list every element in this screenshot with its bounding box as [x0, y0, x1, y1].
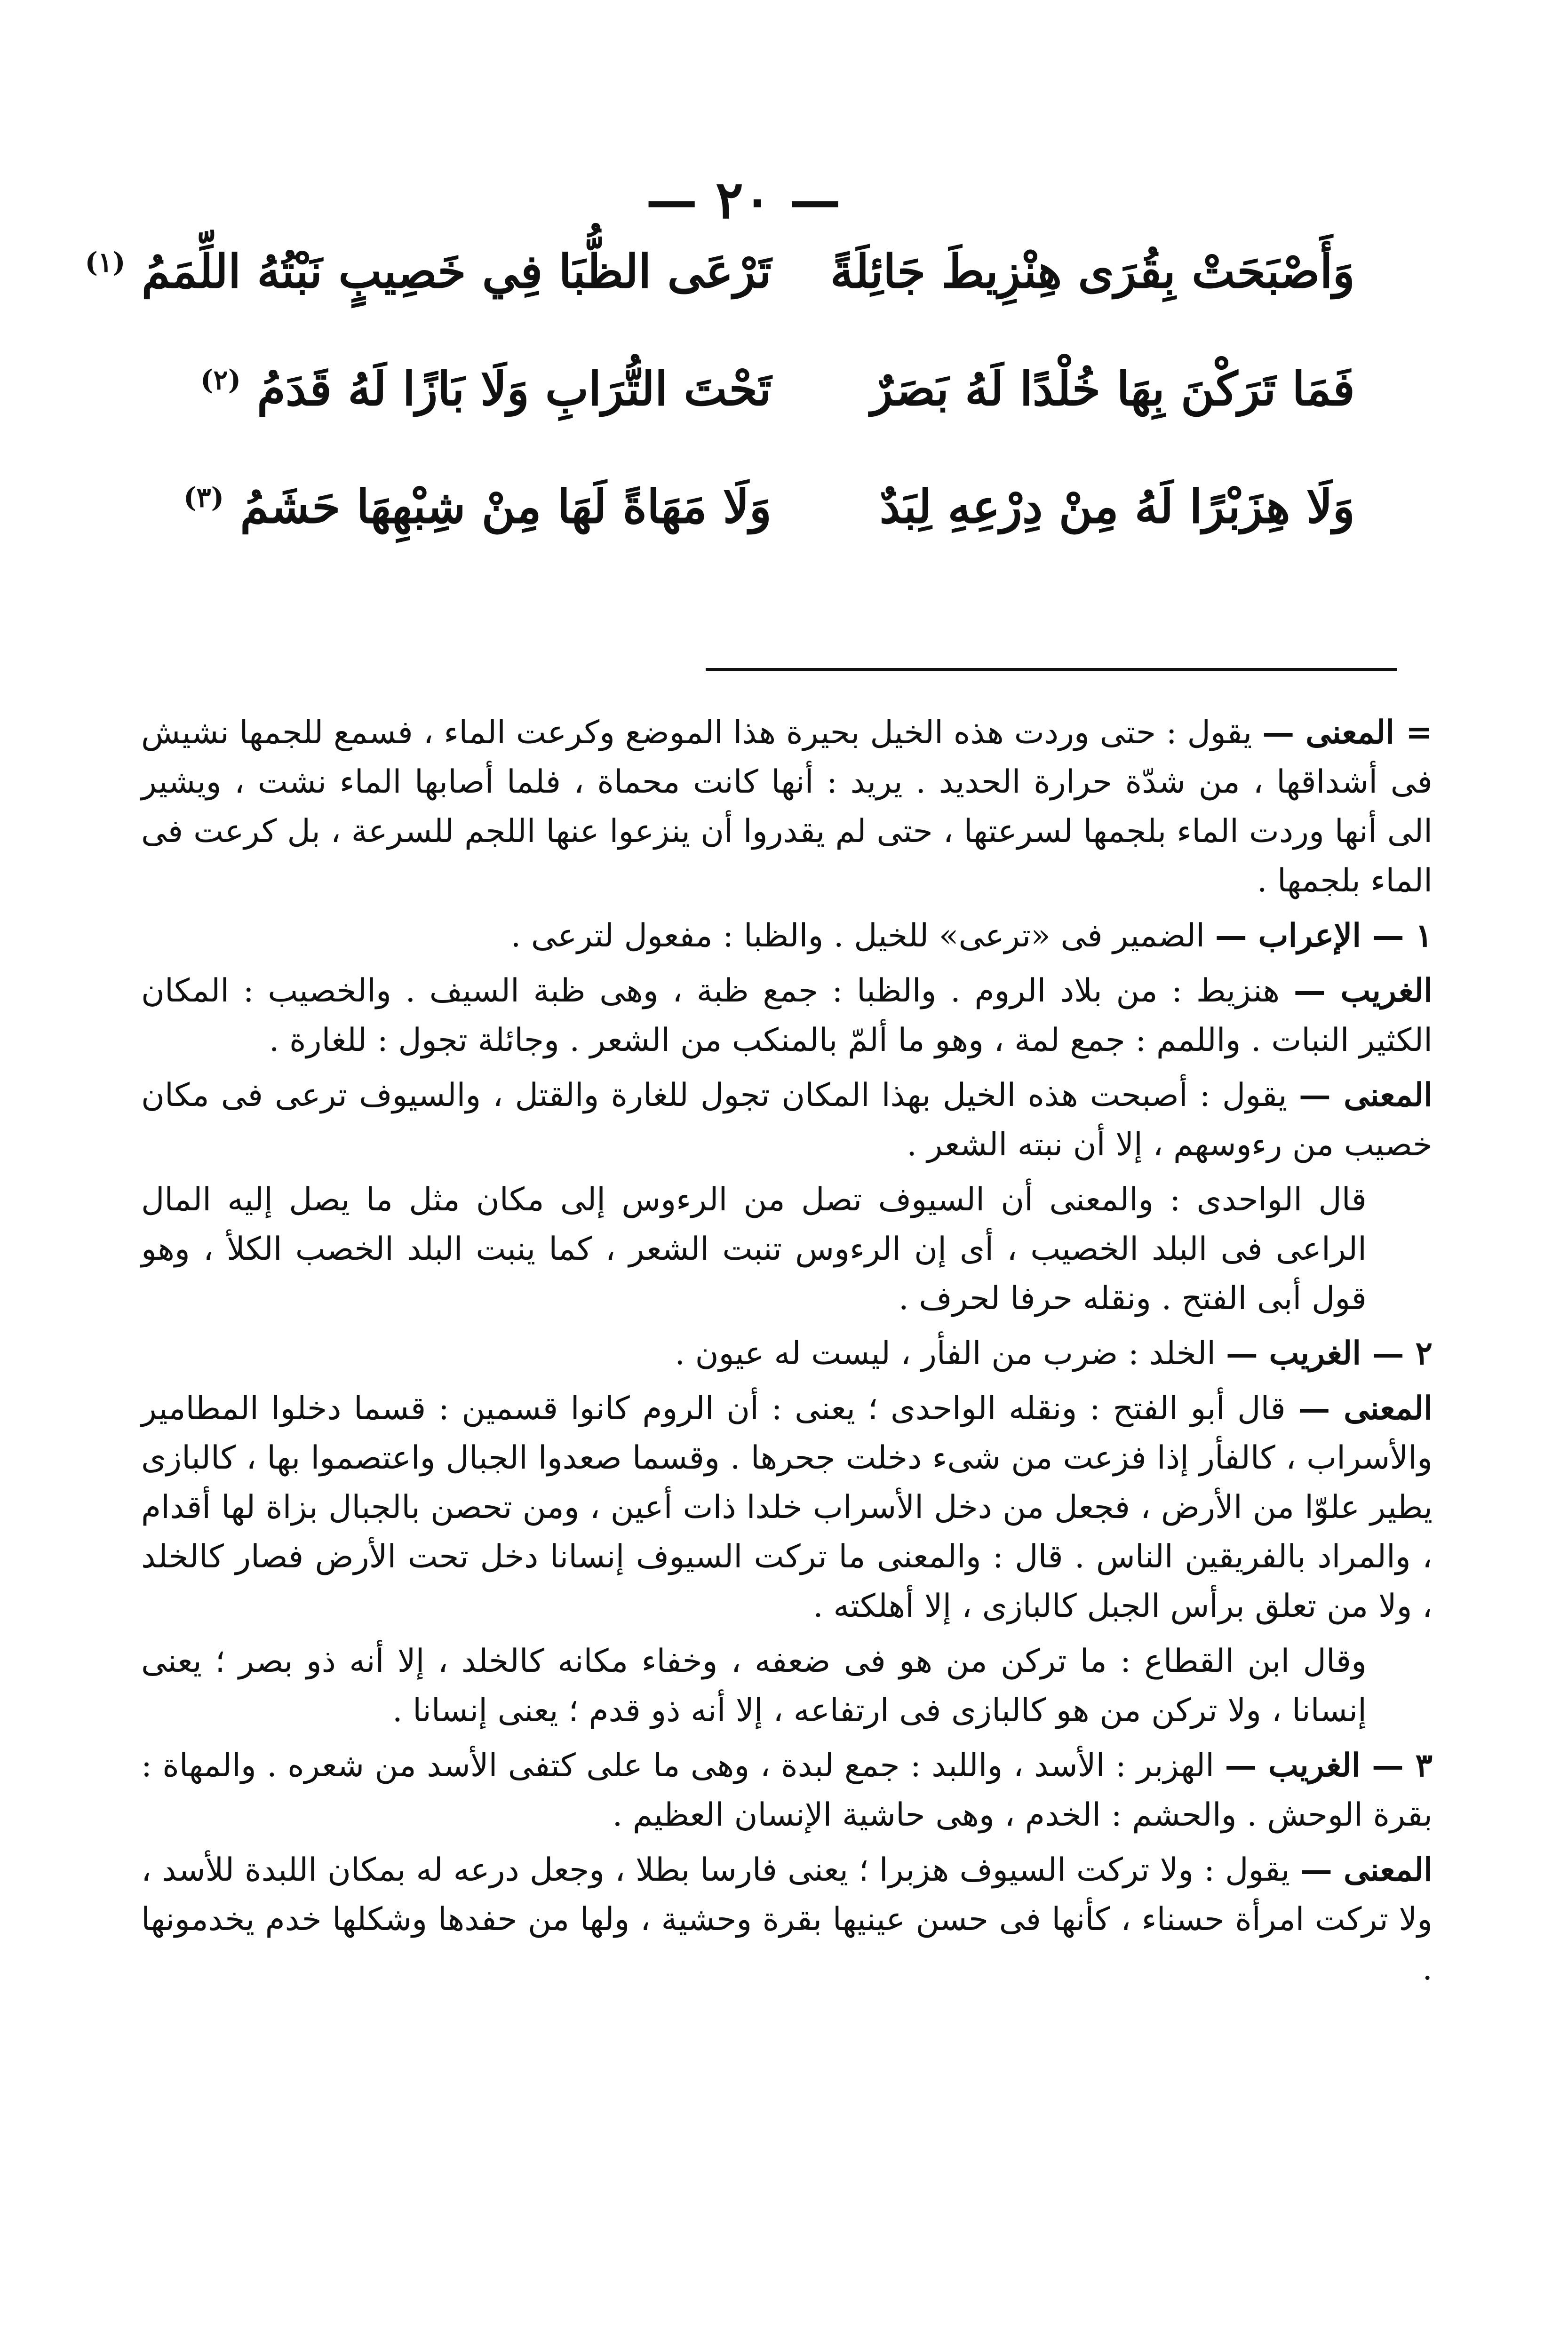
commentary-text: وقال ابن القطاع : ما تركن من هو فى ضعفه ، وخفاء مكانه كالخلد ، إلا أنه ذو بصر ؛ يعنى إنسانا ، ولا تركن من هو كالبازى فى ارتفاعه ، إلا أنه ذو قدم ؛ يعنى إنسانا . — [141, 1643, 1367, 1729]
verse-first-hemistich: فَمَا تَرَكْنَ بِهَا خُلْدًا لَهُ بَصَرٌ — [870, 362, 1355, 416]
commentary-text: يقول : أصبحت هذه الخيل بهذا المكان تجول للغارة والقتل ، والسيوف ترعى فى مكان خصيب من رءوسهم ، إلا أن نبته الشعر . — [141, 1077, 1433, 1163]
footnote-ref: (١) — [85, 246, 126, 278]
verse-2 — [160, 362, 1355, 480]
commentary-label: ١ — الإعراب — — [1215, 917, 1433, 954]
commentary-paragraph — [141, 1384, 1433, 1631]
commentary-label: المعنى — — [1298, 1076, 1433, 1114]
page-number: — ٢٠ — — [645, 169, 841, 230]
commentary-label: الغريب — — [1293, 972, 1433, 1009]
verse-first-hemistich: وَأَصْبَحَتْ بِقُرَى هِنْزِيطَ جَائِلَةً — [830, 245, 1355, 299]
commentary-label: المعنى — — [1300, 1851, 1433, 1889]
commentary-paragraph — [141, 1071, 1433, 1169]
commentary-label: ٣ — الغريب — — [1225, 1747, 1433, 1784]
commentary-paragraph — [141, 1741, 1433, 1840]
commentary-paragraph — [141, 911, 1433, 961]
footnote-ref: (٣) — [183, 481, 224, 514]
poem-verses — [85, 245, 1355, 597]
commentary — [141, 708, 1433, 1999]
commentary-text: الضمير فى «ترعى» للخيل . والظبا : مفعول لترعى . — [510, 917, 1205, 954]
section-divider — [706, 668, 1397, 671]
commentary-text: هنزيط : من بلاد الروم . والظبا : جمع ظبة ، وهى ظبة السيف . والخصيب : المكان الكثير النبات . واللمم : جمع لمة ، وهو ما ألمّ بالمنكب من الشعر . وجائلة تجول : للغارة . — [141, 972, 1433, 1059]
commentary-paragraph — [141, 966, 1433, 1065]
commentary-label: ٢ — الغريب — — [1226, 1335, 1433, 1372]
verse-second-hemistich — [85, 245, 772, 299]
footnote-ref: (٢) — [200, 364, 241, 396]
verse-second-hemistich-text: تَحْتَ التُّرَابِ وَلَا بَازًا لَهُ قَدَمُ — [257, 362, 772, 416]
commentary-text: قال الواحدى : والمعنى أن السيوف تصل من الرءوس إلى مكان مثل ما يصل إليه المال الراعى فى البلد الخصيب ، أى إن الرءوس تنبت الشعر ، كما ينبت البلد الخصب الكلأ ، وهو قول أبى الفتح . ونقله حرفا لحرف . — [141, 1181, 1367, 1317]
commentary-text: قال أبو الفتح : ونقله الواحدى ؛ يعنى : أن الروم كانوا قسمين : قسما دخلوا المطامير والأسراب ، كالفأر إذا فزعت من شىء دخلت جحرها . وقسما صعدوا الجبال واعتصموا بها ، كالبازى يطير علوّا من الأرض ، فجعل من دخل الأسراب خلدا ذات أعين ، ومن تحصن بالجبال بزاة لها أقدام ، والمراد بالفريقين الناس . قال : والمعنى ما تركت السيوف إنسانا دخل تحت الأرض فصار كالخلد ، ولا من تعلق برأس الجبل كالبازى ، إلا أهلكته . — [141, 1390, 1433, 1625]
commentary-text: يقول : ولا تركت السيوف هزبرا ؛ يعنى فارسا بطلا ، وجعل درعه له بمكان اللبدة للأسد ، ولا تركت امرأة حسناء ، كأنها فى حسن عينيها بقرة وحشية ، ولها من حفدها وشكلها خدم يخدمونها . — [141, 1851, 1433, 1987]
verse-1 — [85, 245, 1355, 362]
verse-3 — [160, 480, 1355, 597]
verse-second-hemistich-text: تَرْعَى الظُّبَا فِي خَصِيبٍ نَبْتُهُ اللِّمَمُ — [141, 245, 772, 299]
commentary-text: يقول : حتى وردت هذه الخيل بحيرة هذا الموضع وكرعت الماء ، فسمع للجمها نشيش فى أشداقها ، من شدّة حرارة الحديد . يريد : أنها كانت محماة ، فلما أصابها الماء نشت ، ويشير الى أنها وردت الماء بلجمها لسرعتها ، حتى لم يقدروا أن ينزعوا عنها اللجم للسرعة ، بل كرعت فى الماء بلجمها . — [141, 714, 1433, 899]
verse-second-hemistich — [160, 362, 772, 416]
verse-second-hemistich-text: وَلَا مَهَاةً لَهَا مِنْ شِبْهِهَا حَشَمُ — [240, 480, 772, 534]
commentary-label: المعنى — — [1298, 1390, 1433, 1427]
commentary-text: الخلد : ضرب من الفأر ، ليست له عيون . — [675, 1335, 1216, 1372]
commentary-paragraph — [141, 1175, 1433, 1323]
verse-first-hemistich: وَلَا هِزَبْرًا لَهُ مِنْ دِرْعِهِ لِبَدٌ — [879, 480, 1355, 534]
verse-second-hemistich — [160, 480, 772, 534]
commentary-paragraph — [141, 1845, 1433, 1994]
commentary-label: = المعنى — — [1262, 714, 1433, 751]
commentary-paragraph — [141, 1329, 1433, 1378]
commentary-paragraph — [141, 1637, 1433, 1735]
commentary-text: الهزبر : الأسد ، واللبد : جمع لبدة ، وهى ما على كتفى الأسد من شعره . والمهاة : بقرة الوحش . والحشم : الخدم ، وهى حاشية الإنسان العظيم . — [141, 1747, 1433, 1834]
commentary-paragraph — [141, 708, 1433, 906]
